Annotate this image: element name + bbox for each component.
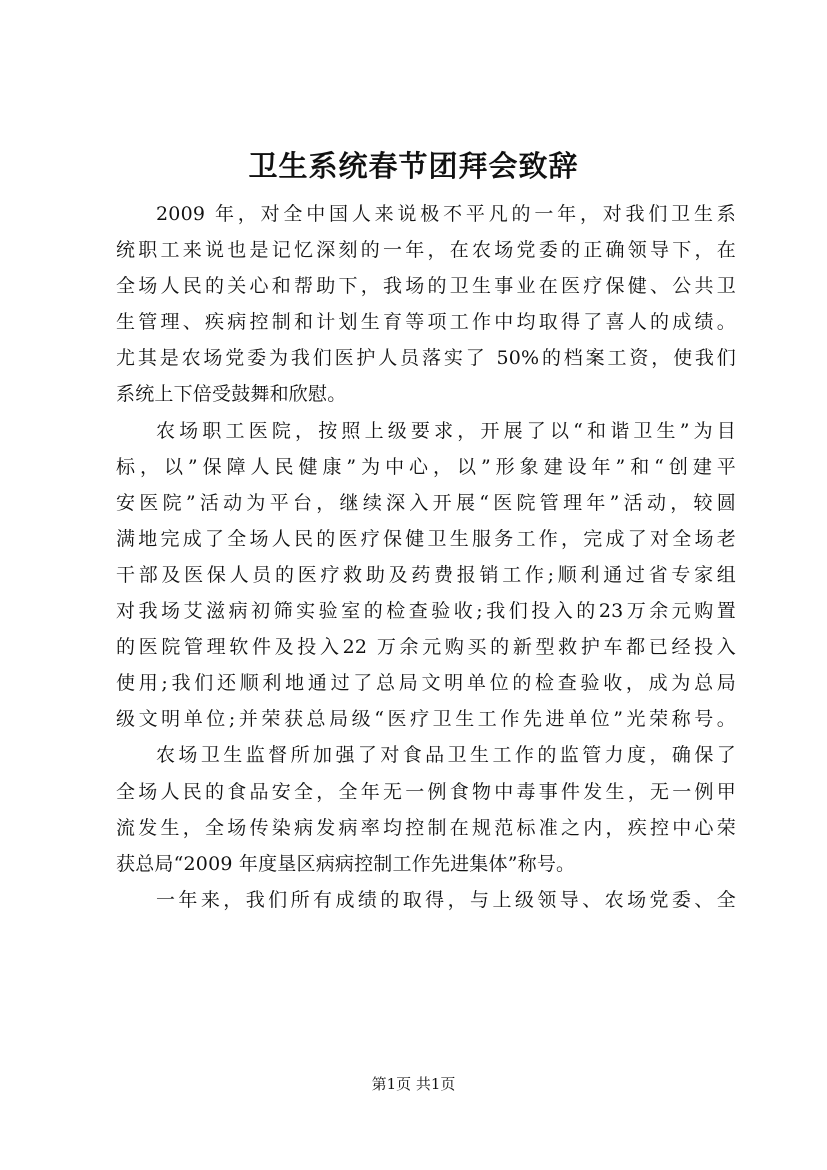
body-line: 干部及医保人员的医疗救助及药费报销工作;顺利通过省专家组: [116, 563, 736, 586]
body-line: 流发生，全场传染病发病率均控制在规范标准之内，疾控中心荣: [116, 816, 736, 839]
body-line: 统职工来说也是记忆深刻的一年，在农场党委的正确领导下，在: [116, 239, 736, 262]
body-line: 一年来，我们所有成绩的取得，与上级领导、农场党委、全: [156, 888, 736, 911]
body-line: 级文明单位;并荣获总局级“医疗卫生工作先进单位”光荣称号。: [116, 708, 736, 731]
body-line: 对我场艾滋病初筛实验室的检查验收;我们投入的23万余元购置: [116, 600, 736, 623]
page-footer: 第1页 共1页: [371, 1075, 456, 1093]
body-line: 满地完成了全场人民的医疗保健卫生服务工作，完成了对全场老: [116, 527, 736, 550]
body-line: 全场人民的关心和帮助下，我场的卫生事业在医疗保健、公共卫: [116, 275, 736, 298]
body-line: 的医院管理软件及投入22 万余元购买的新型救护车都已经投入: [116, 636, 736, 659]
document-body: [116, 196, 736, 918]
body-line: 标，以”保障人民健康”为中心，以”形象建设年”和“创建平: [116, 455, 736, 478]
body-line: 安医院”活动为平台，继续深入开展“医院管理年”活动，较圆: [116, 491, 736, 514]
body-line: 农场职工医院，按照上级要求，开展了以“和谐卫生”为目: [156, 419, 736, 442]
body-line: 2009 年，对全中国人来说极不平凡的一年，对我们卫生系: [156, 203, 736, 225]
body-line: 全场人民的食品安全，全年无一例食物中毒事件发生，无一例甲: [116, 780, 736, 803]
body-line: 尤其是农场党委为我们医护人员落实了 50%的档案工资，使我们: [116, 347, 736, 370]
body-line: 获总局“2009 年度垦区病病控制工作先进集体”称号。: [116, 852, 576, 875]
body-line: 使用;我们还顺利地通过了总局文明单位的检查验收，成为总局: [116, 672, 736, 695]
body-line: 生管理、疾病控制和计划生育等项工作中均取得了喜人的成绩。: [116, 311, 736, 334]
body-line: 农场卫生监督所加强了对食品卫生工作的监管力度，确保了: [156, 744, 736, 767]
document-title: 卫生系统春节团拜会致辞: [248, 149, 579, 183]
body-line: 系统上下倍受鼓舞和欣慰。: [116, 383, 347, 406]
